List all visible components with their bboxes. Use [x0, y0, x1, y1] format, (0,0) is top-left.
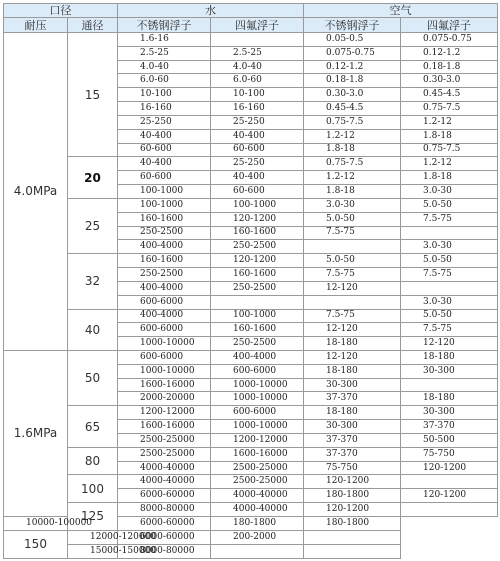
flow-range-cell: 120-1200 [401, 489, 498, 503]
flow-range-cell: 8000-80000 [118, 503, 211, 517]
flow-range-cell: 0.75-7.5 [304, 115, 401, 129]
flow-range-cell: 250-2500 [118, 226, 211, 240]
flow-range-cell [211, 295, 304, 309]
diameter-cell: 25 [68, 198, 118, 253]
flow-range-cell: 18-180 [304, 406, 401, 420]
flow-range-cell: 6.0-60 [118, 74, 211, 88]
flow-range-cell: 10-100 [211, 88, 304, 102]
flow-range-cell: 2.5-25 [118, 46, 211, 60]
flow-range-cell: 7.5-75 [304, 226, 401, 240]
flow-range-table-container [3, 3, 497, 559]
flow-range-cell: 5.0-50 [401, 309, 498, 323]
table-body [4, 4, 498, 559]
flow-range-cell: 18-180 [401, 350, 498, 364]
flow-range-cell: 0.75-7.5 [401, 102, 498, 116]
diameter-cell: 65 [68, 406, 118, 447]
flow-range-cell: 7.5-75 [304, 268, 401, 282]
flow-range-cell: 1600-16000 [211, 447, 304, 461]
flow-range-cell: 37-370 [304, 392, 401, 406]
flow-range-cell: 4.0-40 [118, 60, 211, 74]
flow-range-cell: 2500-25000 [118, 433, 211, 447]
flow-range-cell: 4.0-40 [211, 60, 304, 74]
flow-range-cell: 3.0-30 [401, 185, 498, 199]
header-water: 水 [118, 4, 304, 18]
flow-range-cell [401, 475, 498, 489]
table-row [4, 503, 498, 517]
flow-range-cell: 7.5-75 [304, 309, 401, 323]
flow-range-cell: 1200-12000 [118, 406, 211, 420]
flow-range-cell: 10-100 [118, 88, 211, 102]
diameter-cell: 125 [68, 503, 118, 531]
flow-range-cell: 0.75-7.5 [304, 157, 401, 171]
flow-range-cell [401, 503, 498, 517]
flow-range-cell: 100-1000 [211, 309, 304, 323]
flow-range-cell: 1.8-18 [304, 185, 401, 199]
flow-range-cell: 2500-25000 [211, 461, 304, 475]
flow-range-cell: 4000-40000 [211, 503, 304, 517]
flow-range-cell: 0.05-0.5 [304, 32, 401, 46]
flow-range-cell: 600-6000 [211, 364, 304, 378]
flow-range-cell: 0.12-1.2 [304, 60, 401, 74]
flow-range-cell: 1.2-12 [401, 157, 498, 171]
flow-range-cell: 16-160 [118, 102, 211, 116]
header-air-ptfe-float: 四氟浮子 [401, 18, 498, 32]
flow-range-cell: 7.5-75 [401, 268, 498, 282]
flow-range-cell: 37-370 [304, 447, 401, 461]
flow-range-cell: 1600-16000 [118, 420, 211, 434]
flow-range-cell: 100-1000 [211, 198, 304, 212]
flow-range-cell: 75-750 [401, 447, 498, 461]
flow-range-cell: 6000-60000 [118, 530, 211, 544]
flow-range-cell: 1.2-12 [304, 129, 401, 143]
flow-range-cell: 60-600 [211, 185, 304, 199]
table-row [4, 350, 498, 364]
flow-range-cell: 6000-60000 [118, 489, 211, 503]
flow-range-cell [401, 378, 498, 392]
diameter-cell: 80 [68, 447, 118, 475]
flow-range-cell: 12000-120000 [68, 530, 118, 544]
flow-range-cell: 1.8-18 [401, 171, 498, 185]
header-air: 空气 [304, 4, 498, 18]
flow-range-cell: 6.0-60 [211, 74, 304, 88]
flow-range-cell: 25-250 [118, 115, 211, 129]
flow-range-cell: 4000-40000 [118, 475, 211, 489]
flow-range-cell: 400-4000 [118, 281, 211, 295]
flow-range-cell: 60-600 [118, 143, 211, 157]
diameter-cell: 20 [68, 157, 118, 198]
flow-range-cell: 3.0-30 [401, 240, 498, 254]
flow-range-cell: 1000-10000 [118, 364, 211, 378]
flow-range-cell: 180-1800 [304, 516, 401, 530]
flow-range-cell: 0.75-7.5 [401, 143, 498, 157]
diameter-cell: 100 [68, 475, 118, 503]
flow-range-cell: 1000-10000 [118, 337, 211, 351]
flow-range-cell: 12-120 [304, 281, 401, 295]
flow-range-cell [211, 32, 304, 46]
flow-range-cell: 25-250 [211, 157, 304, 171]
flow-range-cell: 1600-16000 [118, 378, 211, 392]
flow-range-cell: 100-1000 [118, 198, 211, 212]
flow-range-cell: 1.2-12 [401, 115, 498, 129]
header-row-2 [4, 18, 498, 32]
flow-range-cell [401, 281, 498, 295]
flow-range-cell: 8000-80000 [118, 544, 211, 558]
flow-range-cell: 160-1600 [211, 268, 304, 282]
pressure-cell: 4.0MPa [4, 32, 68, 350]
flow-range-cell: 2.5-25 [211, 46, 304, 60]
flow-range-cell: 6000-60000 [118, 516, 211, 530]
flow-range-cell: 15000-150000 [68, 544, 118, 558]
diameter-cell: 15 [68, 32, 118, 156]
flow-range-cell: 1.2-12 [304, 171, 401, 185]
flow-range-table [3, 3, 498, 559]
flow-range-cell: 0.18-1.8 [401, 60, 498, 74]
header-water-stainless-float: 不锈钢浮子 [118, 18, 211, 32]
flow-range-cell: 25-250 [211, 115, 304, 129]
flow-range-cell: 120-1200 [401, 461, 498, 475]
flow-range-cell: 5.0-50 [401, 198, 498, 212]
flow-range-cell: 180-1800 [211, 516, 304, 530]
flow-range-cell: 5.0-50 [304, 254, 401, 268]
flow-range-cell: 18-180 [304, 337, 401, 351]
flow-range-cell: 400-4000 [118, 309, 211, 323]
flow-range-cell: 60-600 [118, 171, 211, 185]
flow-range-cell: 250-2500 [118, 268, 211, 282]
flow-range-cell: 18-180 [304, 364, 401, 378]
flow-range-cell: 600-6000 [118, 323, 211, 337]
flow-range-cell: 60-600 [211, 143, 304, 157]
flow-range-cell: 120-1200 [211, 254, 304, 268]
flow-range-cell: 1.8-18 [304, 143, 401, 157]
flow-range-cell: 100-1000 [118, 185, 211, 199]
flow-range-cell: 75-750 [304, 461, 401, 475]
table-row [4, 530, 498, 544]
flow-range-cell: 1000-10000 [211, 392, 304, 406]
flow-range-cell: 5.0-50 [304, 212, 401, 226]
header-caliber: 口径 [4, 4, 118, 18]
flow-range-cell: 200-2000 [211, 530, 304, 544]
flow-range-cell: 0.45-4.5 [304, 102, 401, 116]
flow-range-cell: 1200-12000 [211, 433, 304, 447]
flow-range-cell: 600-6000 [118, 350, 211, 364]
diameter-cell: 32 [68, 254, 118, 309]
table-row [4, 32, 498, 46]
flow-range-cell: 2000-20000 [118, 392, 211, 406]
flow-range-cell: 180-1800 [304, 489, 401, 503]
flow-range-cell: 40-400 [118, 157, 211, 171]
flow-range-cell: 40-400 [211, 129, 304, 143]
flow-range-cell: 600-6000 [211, 406, 304, 420]
flow-range-cell: 30-300 [304, 378, 401, 392]
diameter-cell: 40 [68, 309, 118, 350]
flow-range-cell: 4000-40000 [118, 461, 211, 475]
flow-range-cell: 12-120 [304, 350, 401, 364]
table-row [4, 309, 498, 323]
flow-range-cell [304, 295, 401, 309]
flow-range-cell: 40-400 [211, 171, 304, 185]
flow-range-cell: 18-180 [401, 392, 498, 406]
flow-range-cell: 0.18-1.8 [304, 74, 401, 88]
flow-range-cell: 0.45-4.5 [401, 88, 498, 102]
flow-range-cell: 120-1200 [211, 212, 304, 226]
flow-range-cell: 10000-100000 [4, 516, 68, 530]
header-row-1 [4, 4, 498, 18]
table-row [4, 254, 498, 268]
flow-range-cell: 1.8-18 [401, 129, 498, 143]
flow-range-cell: 30-300 [401, 364, 498, 378]
flow-range-cell [304, 240, 401, 254]
flow-range-cell: 160-1600 [211, 226, 304, 240]
flow-range-cell: 160-1600 [118, 212, 211, 226]
flow-range-cell: 250-2500 [211, 240, 304, 254]
flow-range-cell: 7.5-75 [401, 212, 498, 226]
flow-range-cell: 2500-25000 [118, 447, 211, 461]
flow-range-cell: 250-2500 [211, 337, 304, 351]
flow-range-cell: 3.0-30 [304, 198, 401, 212]
flow-range-cell: 120-1200 [304, 503, 401, 517]
flow-range-cell [211, 544, 304, 558]
pressure-cell: 1.6MPa [4, 350, 68, 516]
header-water-ptfe-float: 四氟浮子 [211, 18, 304, 32]
flow-range-cell: 37-370 [304, 433, 401, 447]
diameter-cell: 50 [68, 350, 118, 405]
flow-range-cell: 7.5-75 [401, 323, 498, 337]
flow-range-cell: 37-370 [401, 420, 498, 434]
flow-range-cell: 3.0-30 [401, 295, 498, 309]
table-row [4, 544, 498, 558]
diameter-cell: 150 [4, 530, 68, 558]
flow-range-cell: 16-160 [211, 102, 304, 116]
flow-range-cell: 0.075-0.75 [401, 32, 498, 46]
flow-range-cell: 5.0-50 [401, 254, 498, 268]
flow-range-cell: 600-6000 [118, 295, 211, 309]
flow-range-cell: 160-1600 [118, 254, 211, 268]
flow-range-cell: 0.30-3.0 [304, 88, 401, 102]
header-pressure: 耐压 [4, 18, 68, 32]
header-air-stainless-float: 不锈钢浮子 [304, 18, 401, 32]
flow-range-cell: 120-1200 [304, 475, 401, 489]
flow-range-cell: 40-400 [118, 129, 211, 143]
table-row [4, 406, 498, 420]
flow-range-cell: 30-300 [304, 420, 401, 434]
table-row [4, 447, 498, 461]
flow-range-cell: 0.30-3.0 [401, 74, 498, 88]
flow-range-cell: 12-120 [401, 337, 498, 351]
flow-range-cell: 4000-40000 [211, 489, 304, 503]
flow-range-cell: 30-300 [401, 406, 498, 420]
flow-range-cell [401, 226, 498, 240]
flow-range-cell: 250-2500 [211, 281, 304, 295]
flow-range-cell: 1.6-16 [118, 32, 211, 46]
flow-range-cell: 1000-10000 [211, 420, 304, 434]
table-row [4, 475, 498, 489]
flow-range-cell: 1000-10000 [211, 378, 304, 392]
flow-range-cell: 2500-25000 [211, 475, 304, 489]
header-diameter: 通径 [68, 18, 118, 32]
flow-range-cell [304, 544, 401, 558]
table-row [4, 157, 498, 171]
table-row [4, 198, 498, 212]
flow-range-cell: 160-1600 [211, 323, 304, 337]
flow-range-cell: 50-500 [401, 433, 498, 447]
flow-range-cell: 12-120 [304, 323, 401, 337]
flow-range-cell: 0.12-1.2 [401, 46, 498, 60]
flow-range-cell [304, 530, 401, 544]
flow-range-cell: 400-4000 [118, 240, 211, 254]
flow-range-cell: 0.075-0.75 [304, 46, 401, 60]
flow-range-cell: 400-4000 [211, 350, 304, 364]
